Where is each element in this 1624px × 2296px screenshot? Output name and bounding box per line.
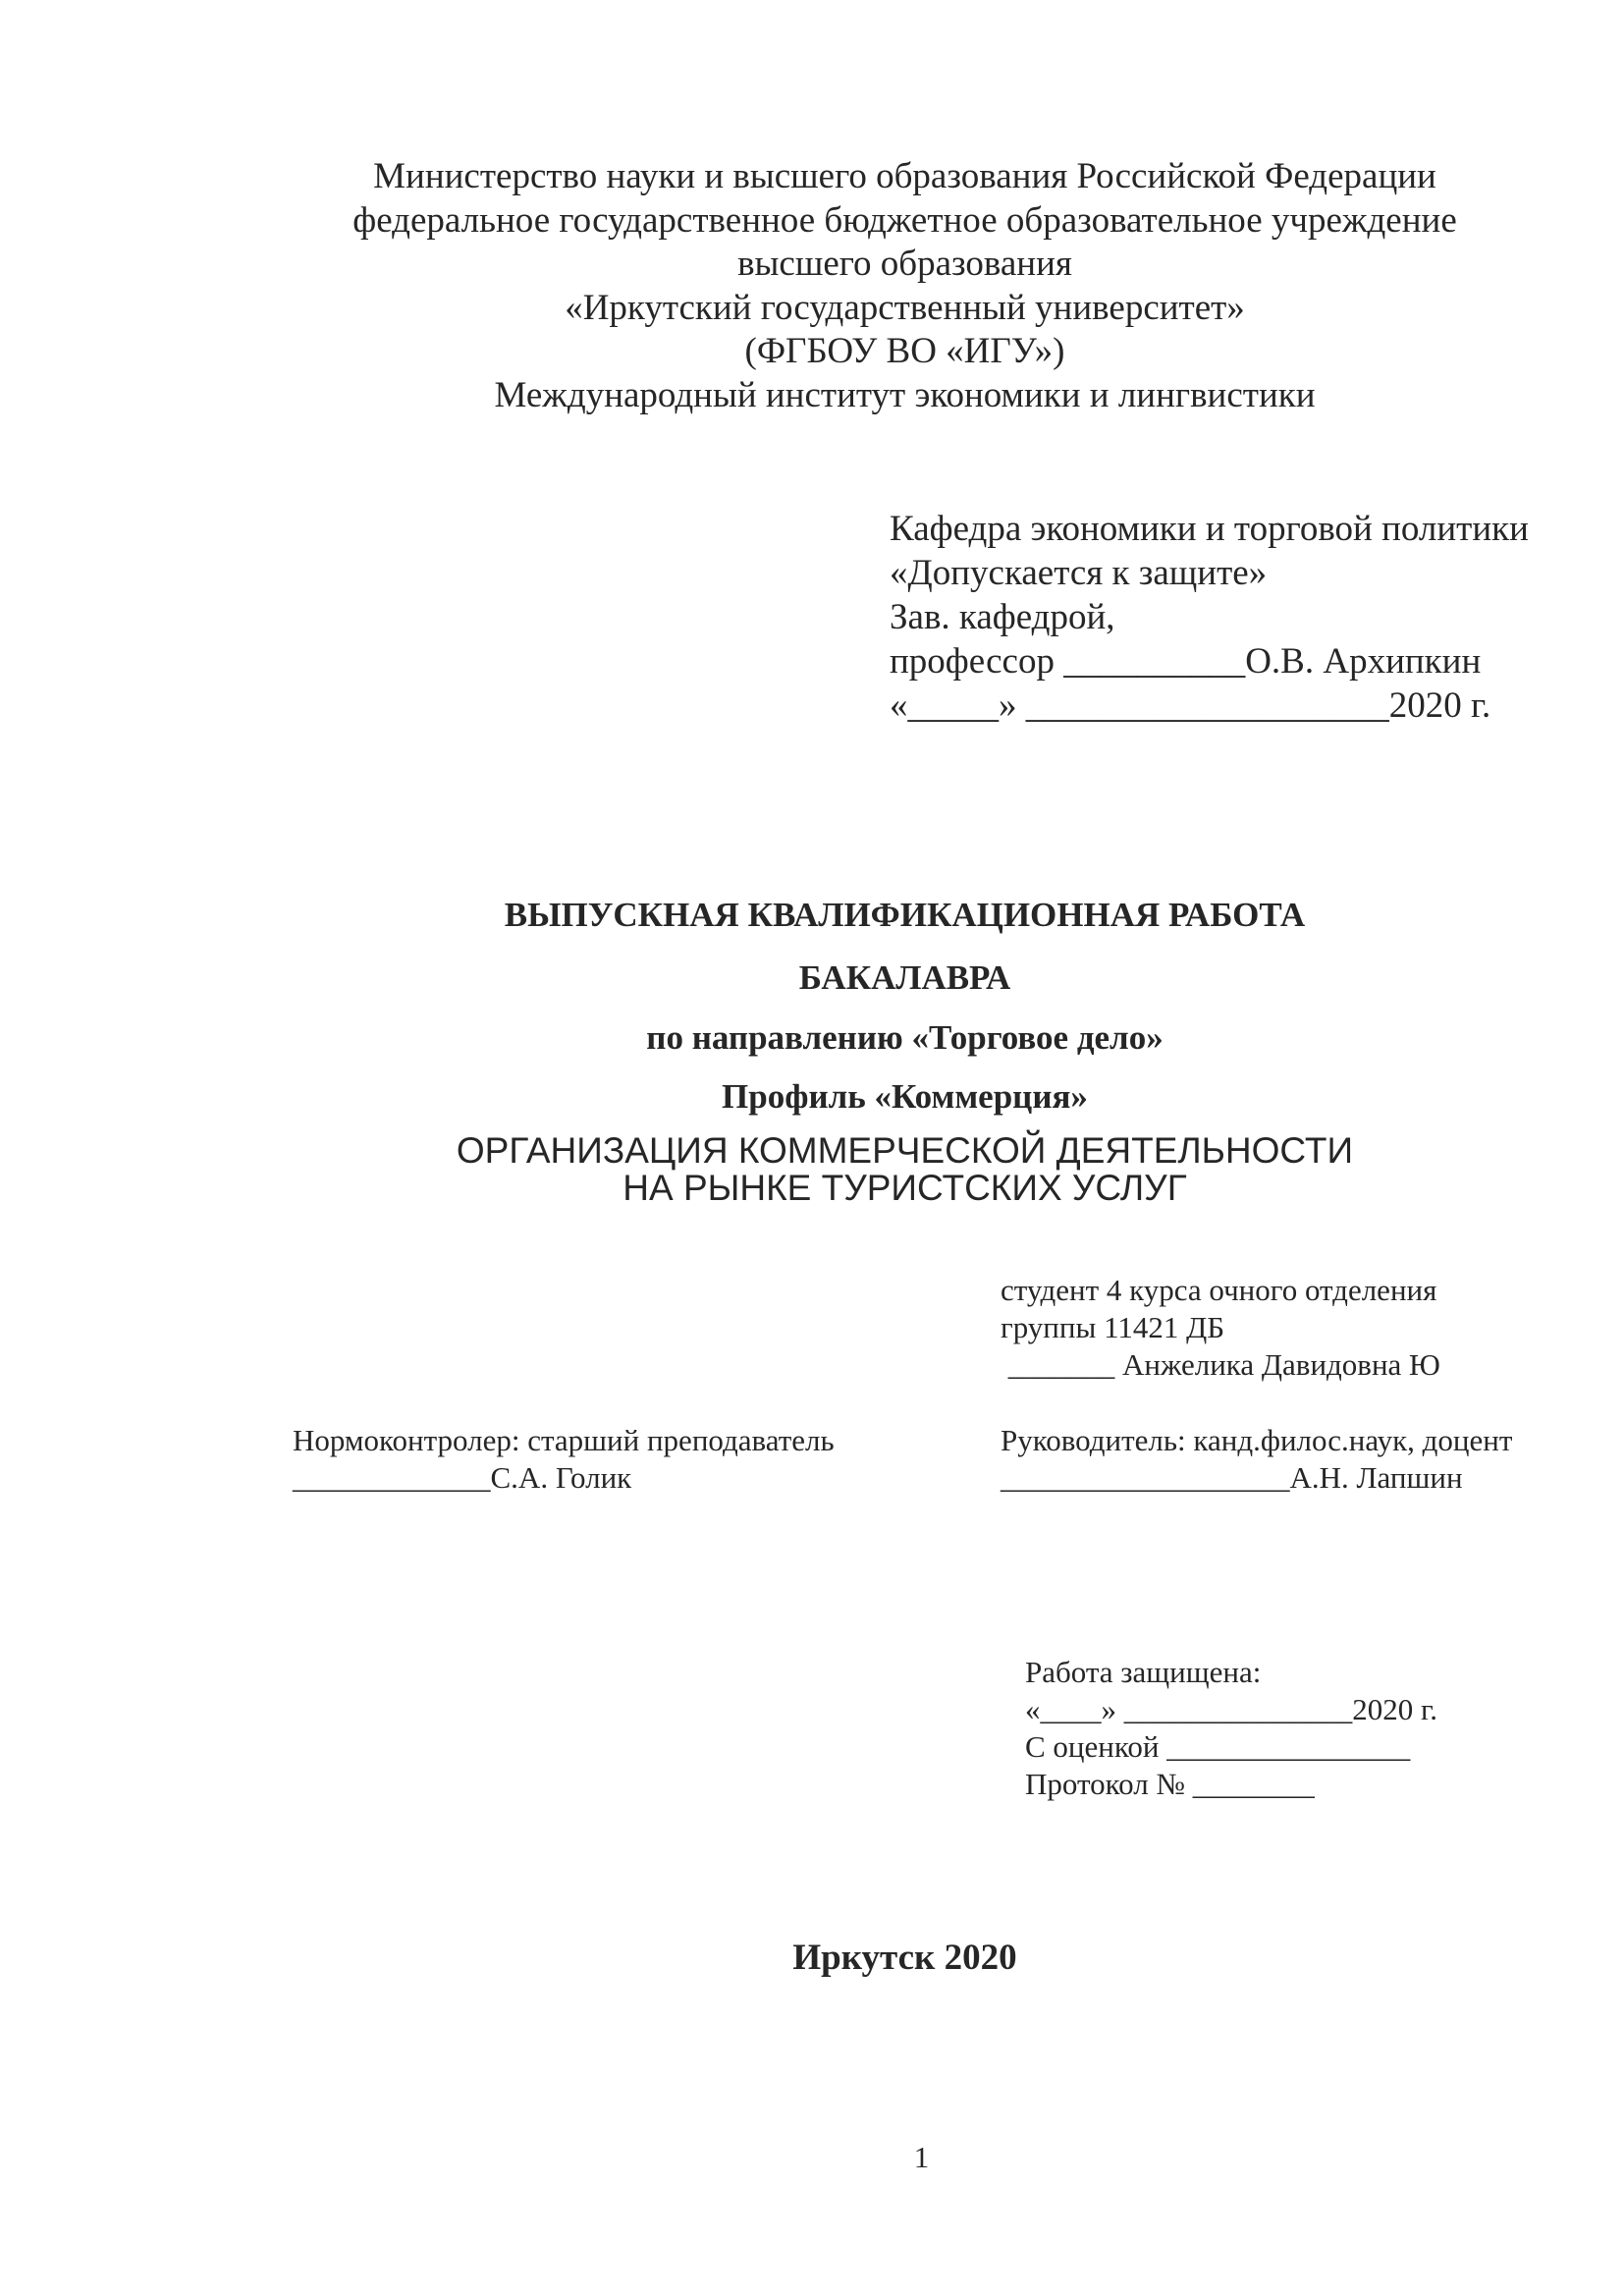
thesis-topic	[0, 1132, 1624, 1207]
approval-head-signature: профессор __________О.В. Архипкин	[890, 641, 1482, 682]
student-course: студент 4 курса очного отделения	[1001, 1273, 1437, 1307]
defense-date: «____» _______________2020 г.	[1025, 1692, 1437, 1726]
normcontroller-info	[293, 1422, 835, 1497]
student-info	[1001, 1272, 1440, 1384]
header-line-abbreviation: (ФГБОУ ВО «ИГУ»)	[744, 331, 1065, 371]
header-line-university: «Иркутский государственный университет»	[565, 287, 1245, 328]
thesis-title-line-1: ВЫПУСКНАЯ КВАЛИФИКАЦИОННАЯ РАБОТА	[504, 896, 1306, 934]
thesis-title-line-2: БАКАЛАВРА	[798, 958, 1011, 997]
defense-protocol: Протокол № ________	[1025, 1767, 1315, 1801]
approval-date: «_____» ____________________2020 г.	[890, 685, 1491, 726]
header-line-institution-type: федеральное государственное бюджетное образовательное учреждение	[352, 199, 1457, 241]
supervisor-signature: ___________________А.Н. Лапшин	[1001, 1460, 1463, 1495]
defense-label: Работа защищена:	[1025, 1655, 1262, 1689]
supervisor-info	[1001, 1422, 1512, 1497]
defense-grade: С оценкой ________________	[1025, 1729, 1411, 1764]
approval-head-title: Зав. кафедрой,	[890, 597, 1115, 637]
header-line-education-level: высшего образования	[737, 244, 1072, 284]
header-line-ministry: Министерство науки и высшего образования Российской Федерации	[373, 156, 1436, 196]
student-name: _______ Анжелика Давидовна Ю	[1001, 1347, 1440, 1382]
topic-line-2: НА РЫНКЕ ТУРИСТСКИХ УСЛУГ	[623, 1168, 1187, 1208]
page-number: 1	[913, 2140, 930, 2174]
student-group: группы 11421 ДБ	[1001, 1310, 1225, 1344]
defense-record	[1025, 1654, 1437, 1803]
city-year: Иркутск 2020	[792, 1938, 1017, 1978]
department-approval	[890, 507, 1529, 728]
ministry-header	[0, 155, 1624, 417]
approval-admitted: «Допускается к защите»	[890, 553, 1268, 593]
approval-department: Кафедра экономики и торговой политики	[890, 509, 1529, 549]
supervisor-title: Руководитель: канд.филос.наук, доцент	[1001, 1423, 1513, 1457]
thesis-profile: Профиль «Коммерция»	[722, 1077, 1088, 1116]
normcontroller-title: Нормоконтролер: старший преподаватель	[293, 1423, 835, 1457]
thesis-direction: по направлению «Торговое дело»	[646, 1018, 1164, 1057]
normcontroller-signature: _____________С.А. Голик	[293, 1460, 632, 1495]
header-line-institute: Международный институт экономики и лингвистики	[494, 374, 1316, 415]
topic-line-1: ОРГАНИЗАЦИЯ КОММЕРЧЕСКОЙ ДЕЯТЕЛЬНОСТИ	[456, 1130, 1354, 1171]
